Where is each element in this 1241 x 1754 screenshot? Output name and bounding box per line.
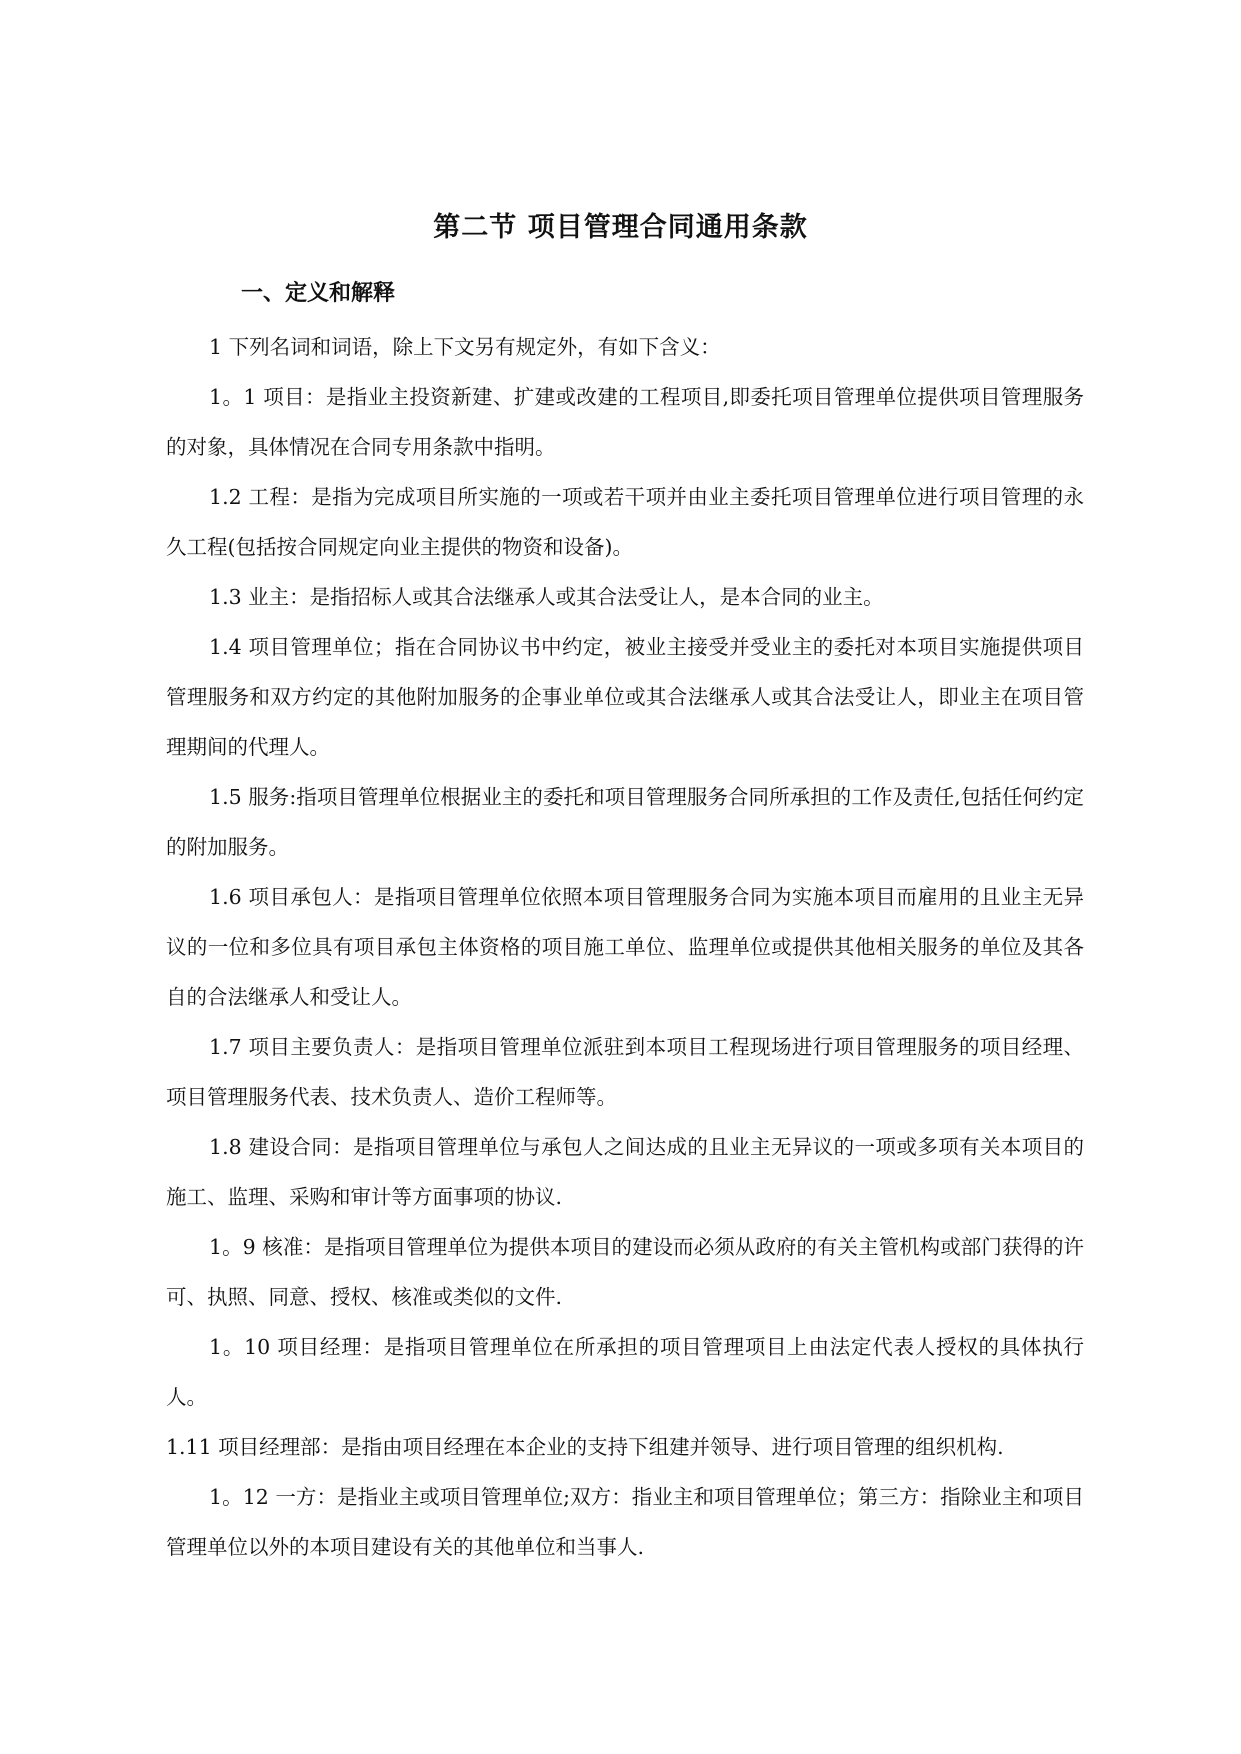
- document-title: 第二节 项目管理合同通用条款: [433, 212, 808, 243]
- paragraph-1-1: 1。1 项目：是指业主投资新建、扩建或改建的工程项目,即委托项目管理单位提供项目管理服务的对象，具体情况在合同专用条款中指明。: [166, 385, 1084, 459]
- section-heading: 一、定义和解释: [241, 281, 396, 306]
- paragraph-1-9: 1。9 核准：是指项目管理单位为提供本项目的建设而必须从政府的有关主管机构或部门获得的许可、执照、同意、授权、核准或类似的文件.: [166, 1235, 1084, 1309]
- paragraph-1-6: 1.6 项目承包人：是指项目管理单位依照本项目管理服务合同为实施本项目而雇用的且业主无异议的一位和多位具有项目承包主体资格的项目施工单位、监理单位或提供其他相关服务的单位及其各自的合法继承人和受让人。: [166, 885, 1084, 1009]
- paragraph-1-12: 1。12 一方：是指业主或项目管理单位;双方：指业主和项目管理单位；第三方：指除业主和项目管理单位以外的本项目建设有关的其他单位和当事人.: [166, 1485, 1084, 1559]
- paragraph-1-4: 1.4 项目管理单位；指在合同协议书中约定，被业主接受并受业主的委托对本项目实施提供项目管理服务和双方约定的其他附加服务的企事业单位或其合法继承人或其合法受让人，即业主在项目管理期间的代理人。: [166, 635, 1084, 759]
- paragraph-1-2: 1.2 工程：是指为完成项目所实施的一项或若干项并由业主委托项目管理单位进行项目管理的永久工程(包括按合同规定向业主提供的物资和设备)。: [166, 485, 1084, 559]
- paragraph-1-5: 1.5 服务:指项目管理单位根据业主的委托和项目管理服务合同所承担的工作及责任,包括任何约定的附加服务。: [166, 785, 1084, 859]
- paragraph-1-8: 1.8 建设合同：是指项目管理单位与承包人之间达成的且业主无异议的一项或多项有关本项目的施工、监理、采购和审计等方面事项的协议.: [166, 1135, 1084, 1209]
- paragraph-1-10: 1。10 项目经理：是指项目管理单位在所承担的项目管理项目上由法定代表人授权的具体执行人。: [166, 1335, 1084, 1409]
- paragraph-1-3: 1.3 业主：是指招标人或其合法继承人或其合法受让人，是本合同的业主。: [209, 585, 884, 609]
- document-body: [166, 322, 1084, 1572]
- paragraph-1-11: 1.11 项目经理部：是指由项目经理在本企业的支持下组建并领导、进行项目管理的组织机构.: [166, 1435, 1004, 1459]
- paragraph-intro: 1 下列名词和词语，除上下文另有规定外，有如下含义：: [209, 335, 721, 359]
- paragraph-1-7: 1.7 项目主要负责人：是指项目管理单位派驻到本项目工程现场进行项目管理服务的项目经理、项目管理服务代表、技术负责人、造价工程师等。: [166, 1035, 1084, 1109]
